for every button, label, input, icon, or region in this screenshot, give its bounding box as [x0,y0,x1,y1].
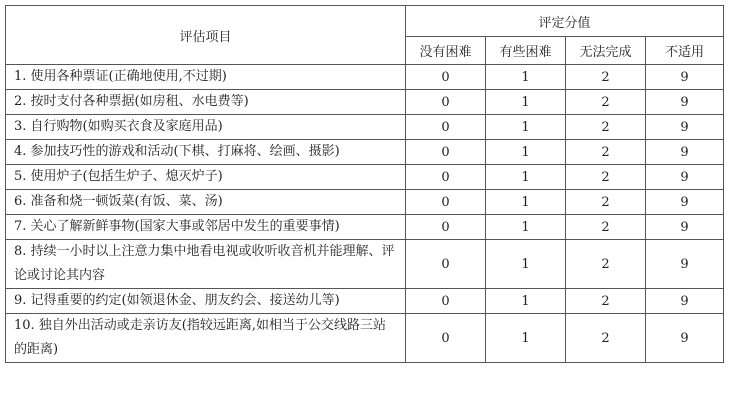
score-cell: 2 [566,215,646,240]
table-row [6,215,724,240]
item-text: 6. 准备和烧一顿饭菜(有饭、菜、汤) [6,190,406,215]
score-cell: 9 [646,90,724,115]
score-cell: 2 [566,314,646,363]
score-cell: 1 [486,289,566,314]
score-cell: 1 [486,65,566,90]
score-cell: 1 [486,90,566,115]
score-cell: 0 [406,115,486,140]
score-cell: 2 [566,115,646,140]
score-cell: 2 [566,240,646,289]
table-row [6,190,724,215]
item-text: 10. 独自外出活动或走亲访友(指较远距离,如相当于公交线路三站的距离) [6,314,406,363]
assessment-table [5,5,724,363]
score-cell: 0 [406,240,486,289]
score-cell: 2 [566,190,646,215]
score-cell: 2 [566,90,646,115]
score-cell: 1 [486,240,566,289]
score-cell: 2 [566,165,646,190]
score-cell: 9 [646,65,724,90]
header-score-group: 评定分值 [406,6,724,37]
table-row [6,314,724,363]
score-cell: 1 [486,140,566,165]
score-cell: 0 [406,314,486,363]
score-cell: 9 [646,165,724,190]
score-cell: 9 [646,215,724,240]
score-cell: 2 [566,65,646,90]
item-text: 1. 使用各种票证(正确地使用,不过期) [6,65,406,90]
table-row [6,165,724,190]
header-cannot-complete: 无法完成 [566,37,646,65]
table-row [6,240,724,289]
score-cell: 0 [406,190,486,215]
table-row [6,115,724,140]
score-cell: 9 [646,314,724,363]
score-cell: 9 [646,289,724,314]
score-cell: 0 [406,165,486,190]
score-cell: 9 [646,240,724,289]
score-cell: 1 [486,314,566,363]
score-cell: 0 [406,65,486,90]
item-text: 3. 自行购物(如购买衣食及家庭用品) [6,115,406,140]
score-cell: 9 [646,115,724,140]
item-text: 2. 按时支付各种票据(如房租、水电费等) [6,90,406,115]
score-cell: 2 [566,140,646,165]
item-text: 7. 关心了解新鲜事物(国家大事或邻居中发生的重要事情) [6,215,406,240]
header-some-difficulty: 有些困难 [486,37,566,65]
header-no-difficulty: 没有困难 [406,37,486,65]
score-cell: 0 [406,90,486,115]
score-cell: 1 [486,115,566,140]
header-row-1 [6,6,724,37]
table-row [6,90,724,115]
score-cell: 9 [646,140,724,165]
score-cell: 0 [406,140,486,165]
score-cell: 1 [486,190,566,215]
header-not-applicable: 不适用 [646,37,724,65]
item-text: 9. 记得重要的约定(如领退休金、朋友约会、接送幼儿等) [6,289,406,314]
table-row [6,289,724,314]
table-row [6,140,724,165]
item-text: 5. 使用炉子(包括生炉子、熄灭炉子) [6,165,406,190]
item-text: 4. 参加技巧性的游戏和活动(下棋、打麻将、绘画、摄影) [6,140,406,165]
score-cell: 2 [566,289,646,314]
score-cell: 1 [486,215,566,240]
table-row [6,65,724,90]
score-cell: 0 [406,215,486,240]
score-cell: 9 [646,190,724,215]
score-cell: 1 [486,165,566,190]
header-item-column: 评估项目 [6,6,406,65]
item-text: 8. 持续一小时以上注意力集中地看电视或收听收音机并能理解、评论或讨论其内容 [6,240,406,289]
score-cell: 0 [406,289,486,314]
